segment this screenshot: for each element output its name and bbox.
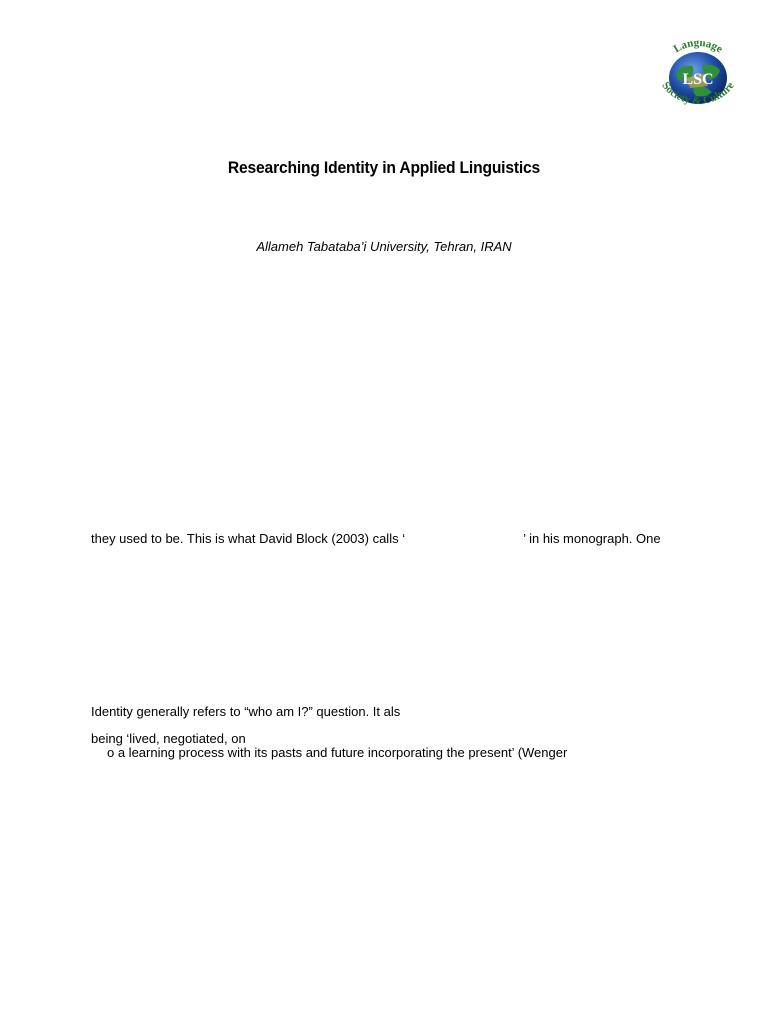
logo-top-text: Language	[671, 36, 725, 56]
author-affiliation: Allameh Tabataba’i University, Tehran, IRAN	[256, 239, 512, 254]
journal-logo	[646, 36, 750, 118]
body-line-part-before: they used to be. This is what David Block (2003) calls ‘	[91, 531, 406, 546]
logo-monogram: LSC	[682, 71, 714, 88]
body-line-wenger-quote: o a learning process with its pasts and future incorporating the present’ (Wenger	[107, 745, 568, 760]
logo-bottom-text: Society & Culture	[659, 79, 737, 108]
body-line-lived-negotiated: being ‘lived, negotiated, on	[91, 731, 246, 746]
body-line-block-reference	[91, 531, 661, 546]
paper-title: Researching Identity in Applied Linguistics	[227, 158, 541, 177]
body-line-identity-definition: Identity generally refers to “who am I?” question. It als	[91, 704, 401, 719]
body-line-part-after: ’ in his monograph. One	[523, 531, 661, 546]
